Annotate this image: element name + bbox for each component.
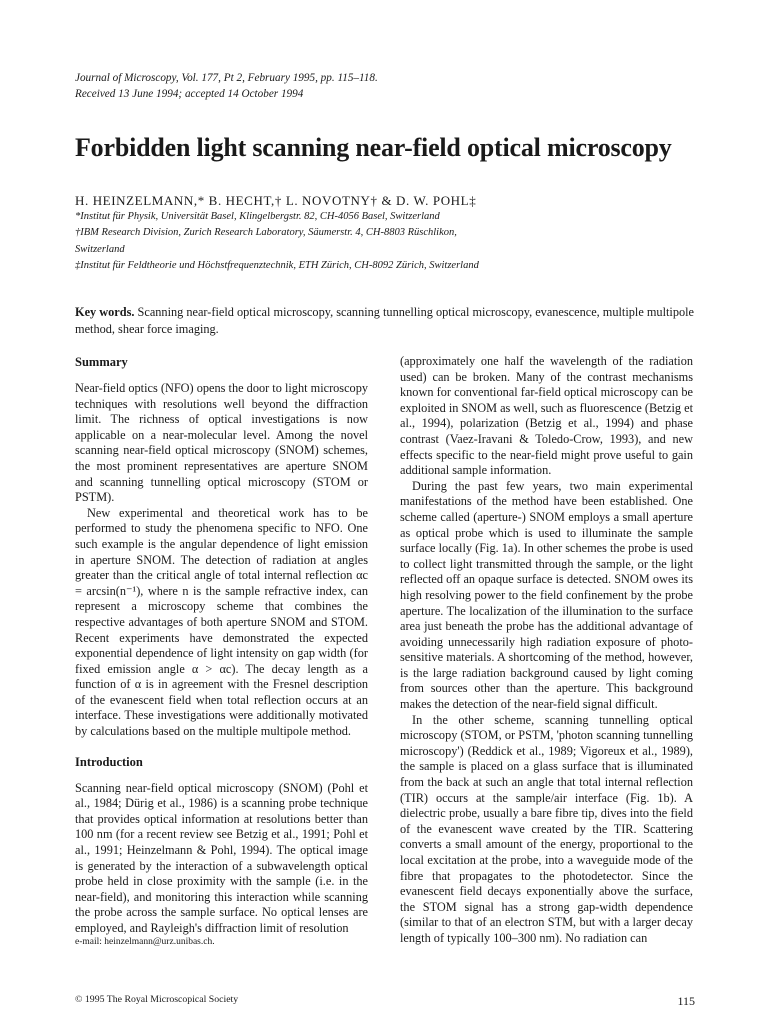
- section-spacer: [75, 740, 368, 754]
- journal-citation: Journal of Microscopy, Vol. 177, Pt 2, February 1995, pp. 115–118.: [75, 72, 378, 84]
- keywords-label: Key words.: [75, 305, 135, 319]
- summary-heading: Summary: [75, 355, 128, 369]
- summary-paragraph-2: New experimental and theoretical work has to be performed to study the phenomena specific to NFO. One such example is the angular dependence of light emission in aperture SNOM. The detection of radiation at angles greater than the critical angle of total internal reflection αc = arcsin(n⁻¹), where n is the sample refractive index, can represent a microscopy scheme that combines the respective advantages of both aperture SNOM and STOM. Recent experiments have demonstrated the expected exponential dependence of light intensity on gap width (for fixed emission angle α > αc). The decay length as a function of α is in agreement with the Fresnel description of the evanescent field when total reflection occurs at an interface. These investigations were additionally motivated by calculations based on the multiple multipole method.: [75, 505, 368, 739]
- received-dates: Received 13 June 1994; accepted 14 October 1994: [75, 88, 304, 100]
- corresponding-email: e-mail: heinzelmann@urz.unibas.ch.: [75, 937, 215, 947]
- article-title: Forbidden light scanning near-field optical microscopy: [75, 133, 672, 162]
- page-number: 115: [677, 994, 695, 1008]
- copyright-notice: © 1995 The Royal Microscopical Society: [75, 994, 239, 1005]
- keywords-text: Scanning near-field optical microscopy, scanning tunnelling optical microscopy, evanescence, multiple multipole method, shear force imaging.: [75, 305, 694, 336]
- journal-header: [75, 70, 695, 102]
- summary-paragraph-1: Near-field optics (NFO) opens the door to light microscopy techniques with resolutions well beyond the diffraction limit. The richness of optical investigations is now applicable on a near-molecular level. Among the novel scanning near-field optical microscopy (SNOM) schemes, the most prominent representatives are aperture SNOM and scanning tunnelling optical microscopy (STOM or PSTM).: [75, 381, 368, 505]
- affiliation-eth: ‡Institut für Feldtheorie und Höchstfrequenztechnik, ETH Zürich, CH-8092 Zürich, Switzerland: [75, 260, 479, 272]
- right-paragraph-3: In the other scheme, scanning tunnelling optical microscopy (STOM, or PSTM, 'photon scanning tunnelling microscopy') (Reddick et al., 1989; Vigoreux et al., 1989), the sample is placed on a glass surface that is illuminated from the back at such an angle that total internal reflection (TIR) occurs at the sample/air interface (Fig. 1b). A dielectric probe, usually a bare fibre tip, dives into the field of the evanescent wave created by the TIR. Scattering converts a small amount of the energy, proportional to the local excitation at the probe, into a waveguide mode of the fibre that propagates to the photodetector. Since the evanescent field decays exponentially above the surface, the STOM signal has a strong gap-width dependence (similar to that of an electron STM, but with a larger decay length of typically 100–300 nm). No radiation can: [400, 712, 693, 945]
- keywords-block: [75, 304, 695, 338]
- right-paragraph-1: (approximately one half the wavelength of the radiation used) can be broken. Many of the contrast mechanisms known for conventional far-field optical microscopy can be exploited in SNOM as well, such as fluorescence (Betzig et al., 1994), polarization (Betzig et al., 1994) and phase contrast (Vaez-Iravani & Toledo-Crow, 1993), and new effects specific to the near-field might prove useful to gain additional sample information.: [400, 354, 693, 478]
- introduction-heading: Introduction: [75, 754, 143, 769]
- left-column: [75, 354, 368, 937]
- introduction-paragraph-1: Scanning near-field optical microscopy (SNOM) (Pohl et al., 1984; Dürig et al., 1986) is a scanning probe technique that provides optical information at resolutions better than 100 nm (for a recent review see Betzig et al., 1991; Pohl et al., 1991; Heinzelmann & Pohl, 1994). The optical image is generated by the interaction of a subwavelength optical probe held in close proximity with the sample (i.e. in the near-field), and monitoring this interaction while scanning the probe across the sample surface. No optical lenses are employed, and Rayleigh's diffraction limit of resolution: [75, 780, 368, 935]
- author-list: H. HEINZELMANN,* B. HECHT,† L. NOVOTNY† & D. W. POHL‡: [75, 193, 477, 208]
- affiliation-basel: *Institut für Physik, Universität Basel, Klingelbergstr. 82, CH-4056 Basel, Switzerland: [75, 211, 440, 222]
- affiliation-ibm: †IBM Research Division, Zurich Research Laboratory, Säumerstr. 4, CH-8803 Rüschlikon,: [75, 227, 457, 239]
- right-column: [400, 354, 693, 947]
- right-paragraph-2: During the past few years, two main experimental manifestations of the method have been established. One scheme called (aperture-) SNOM employs a small aperture as optical probe which is used to illuminate the sample surface locally (Fig. 1a). In other schemes the probe is used to collect light transmitted through the sample, or the light reflected off an opaque surface is detected. SNOM owes its high resolving power to the field confinement by the probe aperture. The localization of the illumination to the surface area just beneath the probe has the additional advantage of avoiding unnecessarily high radiation exposure of photo-sensitive materials. A shortcoming of the method, however, is the large radiation background caused by light coming from sources other than the aperture. This background makes the detection of the near-field signal difficult.: [400, 478, 693, 712]
- affiliations: [75, 209, 695, 275]
- affiliation-ibm-country: Switzerland: [75, 243, 125, 255]
